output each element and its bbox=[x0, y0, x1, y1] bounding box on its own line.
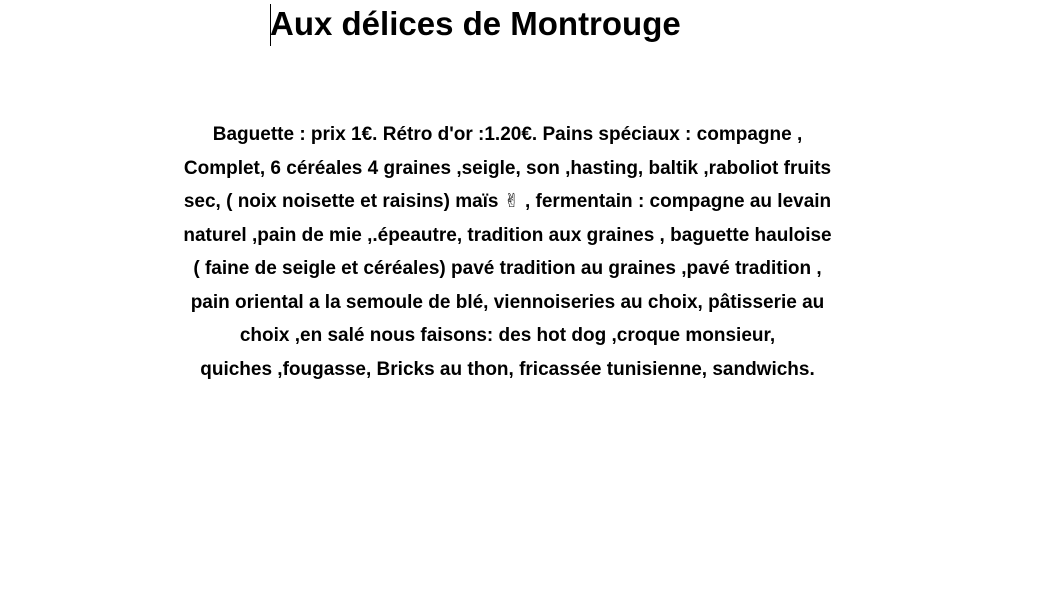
body-line-4: naturel ,pain de mie ,.épeautre, tradition aux graines , baguette hauloise bbox=[183, 224, 832, 246]
body-line-8: quiches ,fougasse, Bricks au thon, fricassée tunisienne, sandwichs. bbox=[200, 358, 815, 380]
body-line-6: pain oriental a la semoule de blé, viennoiseries au choix, pâtisserie au bbox=[190, 291, 825, 313]
body-line-2: Complet, 6 céréales 4 graines ,seigle, son ,hasting, baltik ,raboliot fruits bbox=[183, 157, 832, 179]
body-line-1: Baguette : prix 1€. Rétro d'or :1.20€. Pains spéciaux : compagne , bbox=[212, 124, 803, 145]
document-title[interactable]: Aux délices de Montrouge bbox=[270, 5, 681, 42]
body-line-7: choix ,en salé nous faisons: des hot dog ,croque monsieur, bbox=[239, 325, 776, 346]
body-line-5: ( faine de seigle et céréales) pavé tradition au graines ,pavé tradition , bbox=[193, 258, 822, 279]
body-line-3: sec, ( noix noisette et raisins) maïs ✌ , fermentain : compagne au levain bbox=[183, 191, 832, 212]
document-body[interactable] bbox=[80, 118, 935, 386]
